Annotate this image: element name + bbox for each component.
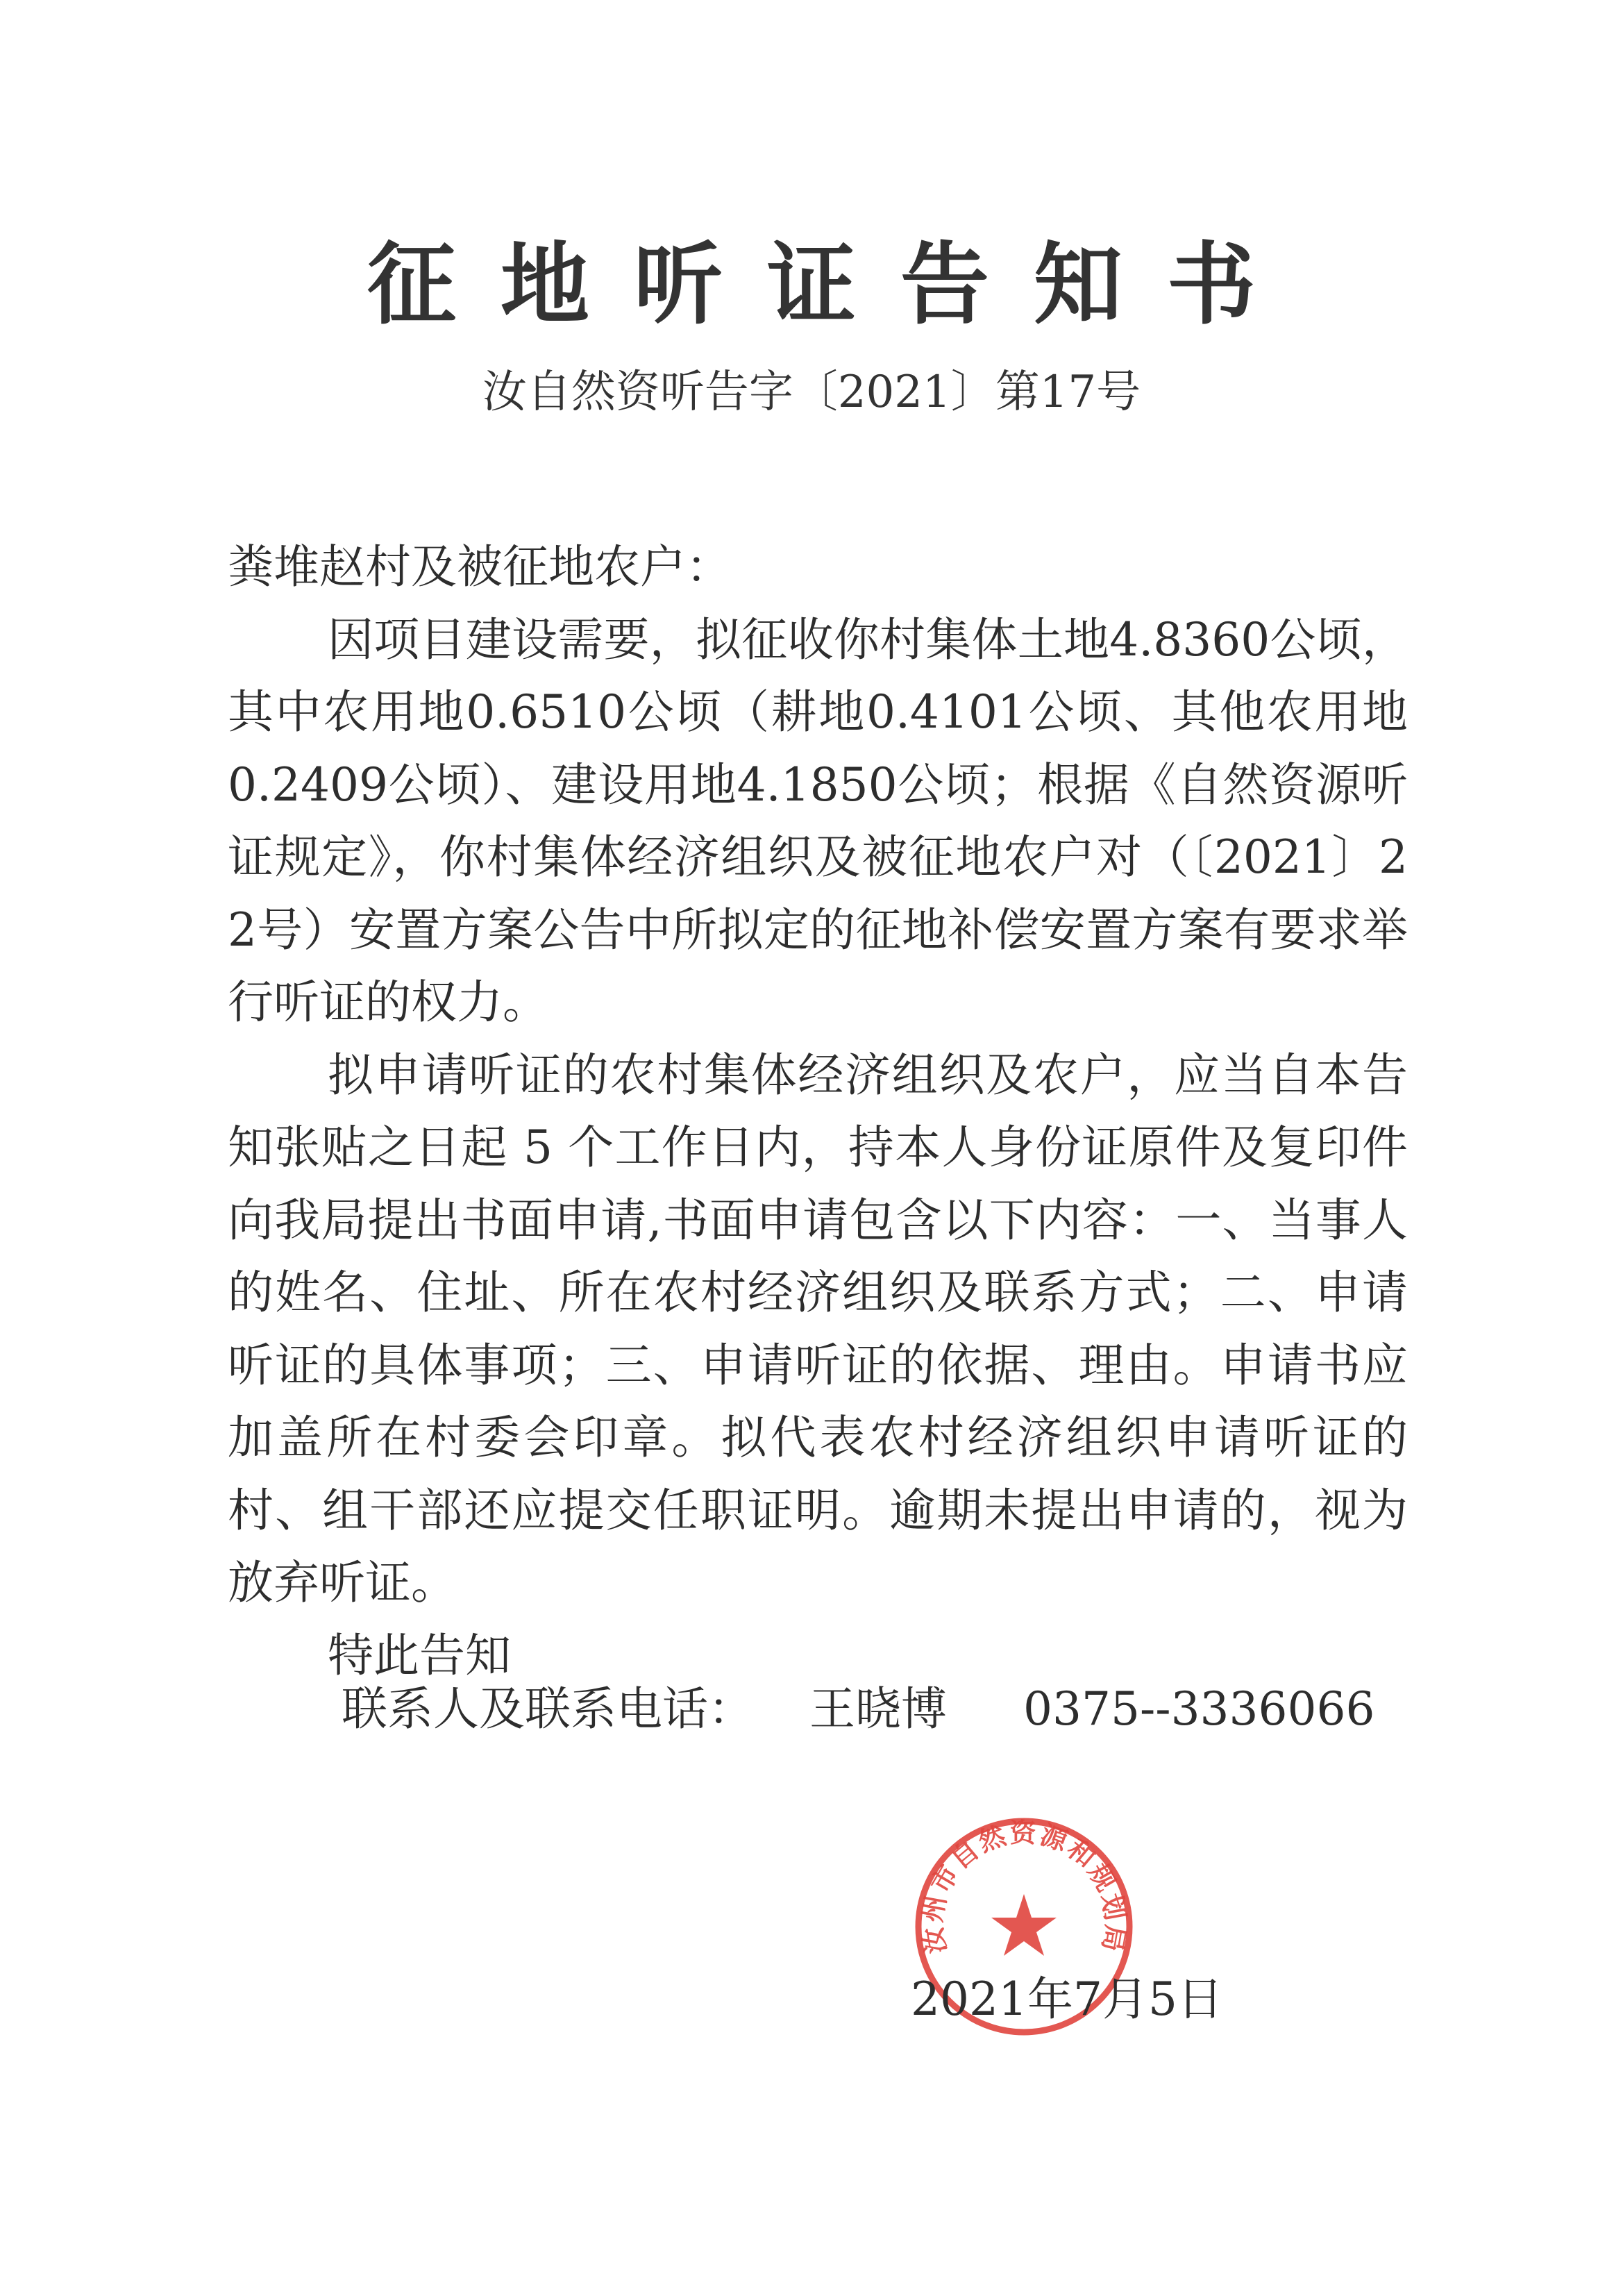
closing-statement: 特此告知 (328, 1628, 511, 1682)
contact-phone: 0375--3336066 (1023, 1682, 1375, 1736)
document-body (228, 531, 1408, 1692)
document-title: 征地听证告知书 (367, 233, 1300, 337)
seal-star-icon (991, 1894, 1057, 1956)
document-date: 2021年7月5日 (911, 1972, 1223, 2026)
paragraph-hearing-application: 拟申请听证的农村集体经济组织及农户，应当自本告知张贴之日起 5 个工作日内，持本人身份证原件及复印件向我局提出书面申请,书面申请包含以下内容：一、当事人的姓名、住址、所在农村经济组织及联系方式；二、申请听证的具体事项；三、申请听证的依据、理由。申请书应加盖所在村委会印章。拟代表农村经济组织申请听证的村、组干部还应提交任职证明。逾期未提出申请的，视为放弃听证。 (228, 1048, 1408, 1609)
seal-text: 汝州市自然资源和规划局 (916, 1818, 1132, 1956)
contact-person: 王晓博 (809, 1682, 947, 1736)
document-number: 汝自然资听告字〔2021〕第17号 (482, 367, 1141, 418)
contact-line (342, 1675, 1375, 1744)
paragraph-land-expropriation: 因项目建设需要，拟征收你村集体土地4.8360公顷，其中农用地0.6510公顷（耕地0.4101公顷、其他农用地0.2409公顷）、建设用地4.1850公顷；根据《自然资源听证规定》，你村集体经济组织及被征地农户对（〔2021〕22号）安置方案公告中所拟定的征地补偿安置方案有要求举行听证的权力。 (228, 612, 1408, 1029)
contact-label: 联系人及联系电话： (342, 1682, 754, 1736)
addressee: 粪堆赵村及被征地农户： (228, 540, 732, 594)
